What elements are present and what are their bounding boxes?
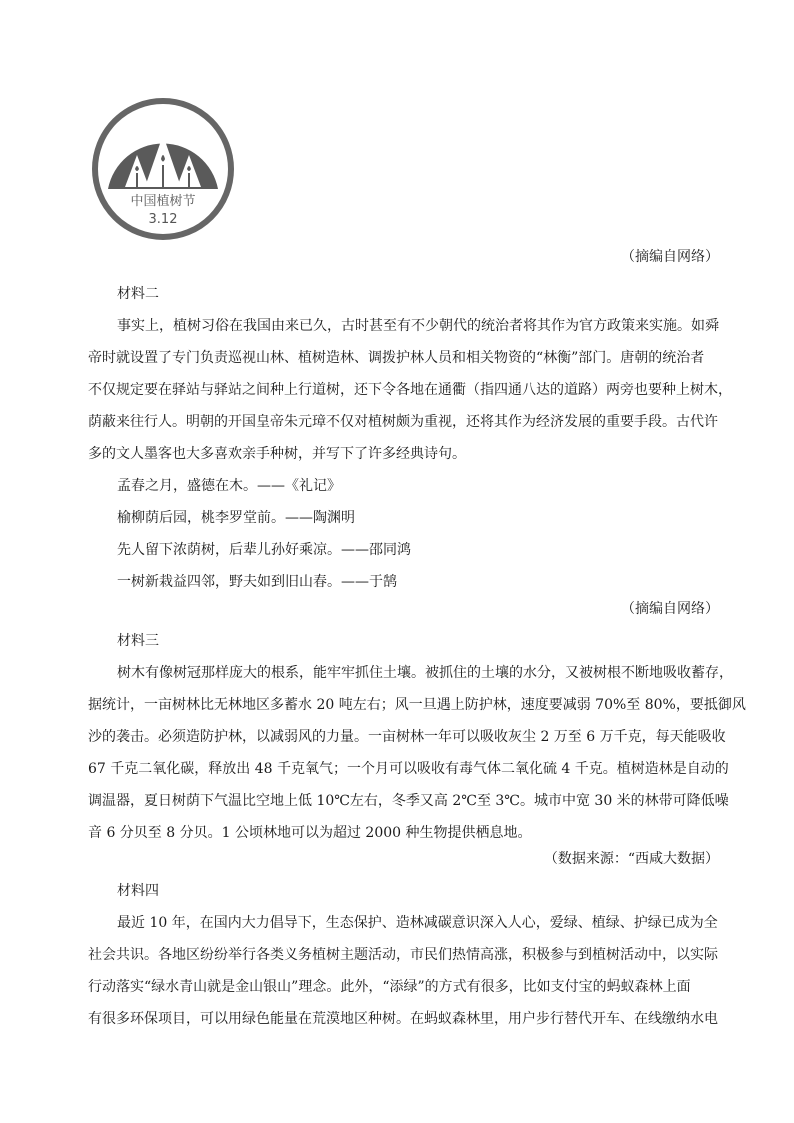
material3-line: 调温器，夏日树荫下气温比空地上低 10℃左右，冬季又高 2℃至 3℃。城市中宽 30 米的林带可降低噪 — [88, 793, 729, 809]
source-note-3: （数据来源：“西咸大数据） — [543, 851, 719, 867]
material2-line: 荫蔽来往行人。明朝的开国皇帝朱元璋不仅对植树颇为重视，还将其作为经济发展的重要手段。古代许 — [88, 414, 718, 430]
logo-date: 3.12 — [148, 212, 178, 227]
material4-line: 社会共识。各地区纷纷举行各类义务植树主题活动，市民们热情高涨，积极参与到植树活动中，以实际 — [88, 947, 718, 963]
material4-line: 行动落实“绿水青山就是金山银山”理念。此外，“添绿”的方式有很多，比如支付宝的蚂蚁森林上面 — [88, 979, 691, 995]
material2-heading: 材料二 — [117, 286, 159, 302]
logo-title: 中国植树节 — [130, 194, 196, 209]
material2-line: 不仅规定要在驿站与驿站之间种上行道树，还下令各地在通衢（指四通八达的道路）两旁也要种上树木， — [88, 382, 732, 398]
material2-line: 帝时就设置了专门负责巡视山林、植树造林、调拨护林人员和相关物资的“林衡”部门。唐朝的统治者 — [88, 350, 705, 366]
material4-heading: 材料四 — [117, 883, 159, 899]
poem-line: 榆柳荫后园，桃李罗堂前。——陶渊明 — [117, 510, 355, 526]
material2-line: 事实上，植树习俗在我国由来已久，古时甚至有不少朝代的统治者将其作为官方政策来实施。如舜 — [117, 318, 719, 334]
material2-line: 多的文人墨客也大多喜欢亲手种树，并写下了许多经典诗句。 — [88, 446, 466, 462]
material3-line: 音 6 分贝至 8 分贝。1 公顷林地可以为超过 2000 种生物提供栖息地。 — [88, 825, 532, 841]
poem-line: 一树新栽益四邻，野夫如到旧山春。——于鹄 — [117, 574, 397, 590]
source-note-2: （摘编自网络） — [621, 601, 719, 617]
material3-line: 树木有像树冠那样庞大的根系，能牢牢抓住土壤。被抓住的土壤的水分，又被树根不断地吸收蓄存， — [117, 665, 733, 681]
tree-logo-icon — [91, 97, 235, 241]
material3-line: 据统计，一亩树林比无林地区多蓄水 20 吨左右；风一旦遇上防护林，速度要减弱 70%至 80%，要抵御风 — [88, 697, 746, 713]
poem-line: 孟春之月，盛德在木。——《礼记》 — [117, 478, 341, 494]
poem-line: 先人留下浓荫树，后辈儿孙好乘凉。——邵同鸿 — [117, 542, 411, 558]
material4-line: 最近 10 年，在国内大力倡导下，生态保护、造林减碳意识深入人心，爱绿、植绿、护绿已成为全 — [117, 915, 718, 931]
source-note-1: （摘编自网络） — [621, 249, 719, 265]
material4-line: 有很多环保项目，可以用绿色能量在荒漠地区种树。在蚂蚁森林里，用户步行替代开车、在线缴纳水电 — [88, 1011, 718, 1027]
material3-line: 67 千克二氧化碳，释放出 48 千克氧气；一个月可以吸收有毒气体二氧化硫 4 千克。植树造林是自动的 — [88, 761, 729, 777]
material3-heading: 材料三 — [117, 633, 159, 649]
material3-line: 沙的袭击。必须造防护林，以减弱风的力量。一亩树林一年可以吸收灰尘 2 万至 6 万千克，每天能吸收 — [88, 729, 726, 745]
